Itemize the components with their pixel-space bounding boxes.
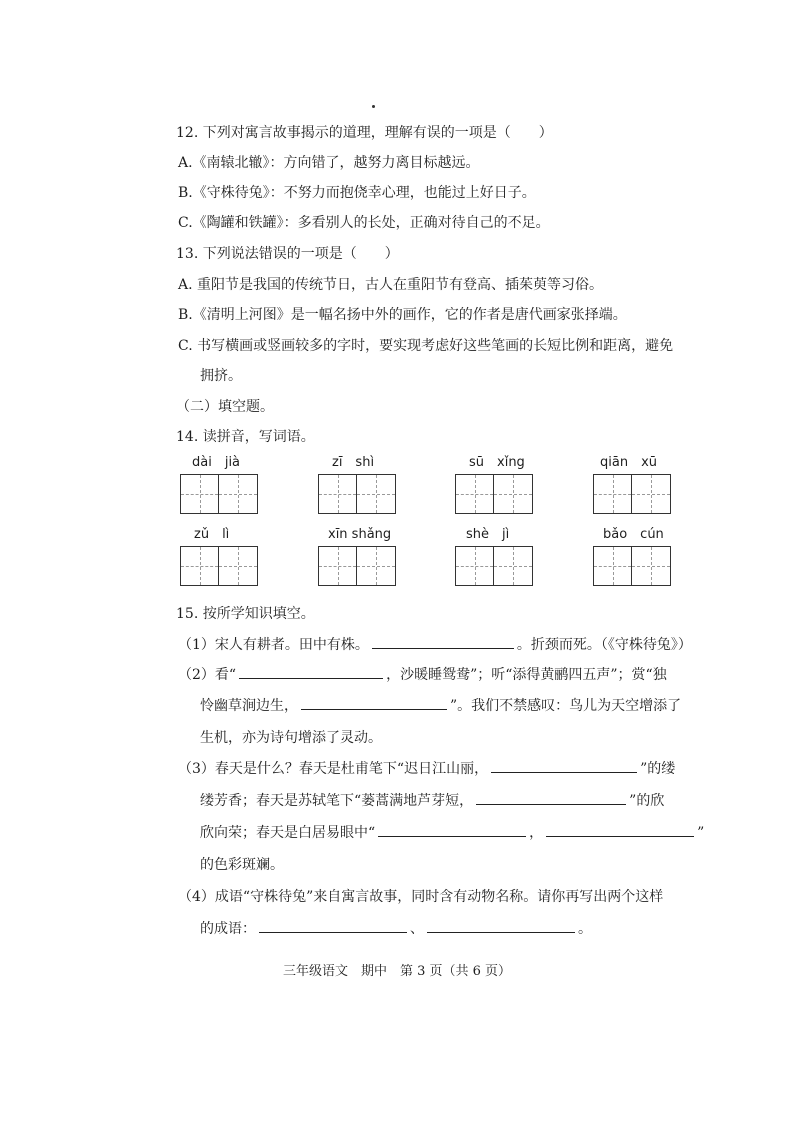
answer-blank[interactable] [476, 792, 626, 805]
q15-part4-line2 [200, 920, 592, 938]
q15-part3-line1 [178, 760, 675, 778]
answer-blank[interactable] [427, 920, 575, 933]
q15-part4-text-d: 。 [578, 921, 592, 937]
answer-blank[interactable] [372, 636, 514, 649]
q15-part3-text-g: ” [697, 825, 705, 841]
q13-stem: 13. 下列说法错误的一项是（ ） [176, 246, 399, 262]
q15-stem: 15. 按所学知识填空。 [176, 606, 315, 622]
q12-option-c: C.《陶罐和铁罐》：多看别人的长处，正确对待自己的不足。 [178, 215, 550, 231]
q13-option-b: B.《清明上河图》是一幅名扬中外的画作，它的作者是唐代画家张择端。 [178, 307, 627, 323]
answer-blank[interactable] [546, 824, 694, 837]
q15-part1-text-b: 。折颈而死。（《守株待兔》） [516, 637, 692, 653]
scan-speck [372, 105, 375, 108]
q15-part4-text-b: 的成语： [200, 921, 256, 937]
q15-part3-text-d: ”的欣 [629, 793, 665, 809]
q12-stem: 12. 下列对寓言故事揭示的道理，理解有误的一项是（ ） [176, 125, 553, 141]
q15-part3-text-f: ， [529, 825, 544, 841]
q15-part2-line2 [200, 697, 681, 715]
answer-blank[interactable] [239, 666, 383, 679]
writing-box[interactable] [455, 474, 533, 514]
q15-part4-text-c: 、 [410, 921, 424, 937]
q15-part1-text-a: （1）宋人有耕者。田中有株。 [178, 637, 369, 653]
section-fill-in-title: （二）填空题。 [176, 399, 274, 415]
pinyin-label: zī shì [332, 455, 375, 470]
q15-part3-text-b: ”的缕 [640, 761, 676, 777]
writing-box[interactable] [593, 474, 671, 514]
page-footer: 三年级语文 期中 第 3 页（共 6 页） [282, 964, 512, 979]
q13-option-c-cont: 拥挤。 [200, 368, 242, 384]
writing-box[interactable] [593, 546, 671, 586]
q15-part4-line1: （4）成语“守株待兔”来自寓言故事，同时含有动物名称。请你再写出两个这样 [178, 889, 664, 905]
q15-part2-text-a: （2）看“ [178, 667, 237, 683]
pinyin-label: xīn shǎng [328, 527, 392, 542]
q15-part3-text-c: 缕芳香；春天是苏轼笔下“蒌蒿满地芦芽短， [200, 793, 474, 809]
q15-part3-text-a: （3）春天是什么？春天是杜甫笔下“迟日江山丽， [178, 761, 489, 777]
pinyin-label: shè jì [466, 527, 510, 542]
q14-stem: 14. 读拼音，写词语。 [176, 429, 315, 445]
answer-blank[interactable] [301, 697, 447, 710]
q15-part3-line4: 的色彩斑斓。 [200, 857, 284, 873]
q15-part3-text-e: 欣向荣；春天是白居易眼中“ [200, 825, 376, 841]
q15-part2-text-b: ，沙暖睡鸳鸯”；听“添得黄鹂四五声”；赏“独 [386, 667, 667, 683]
answer-blank[interactable] [378, 824, 526, 837]
q15-part2-line3: 生机，亦为诗句增添了灵动。 [200, 730, 382, 746]
writing-box[interactable] [318, 474, 396, 514]
q15-part3-line3 [200, 824, 704, 842]
writing-box[interactable] [455, 546, 533, 586]
q15-part2-text-d: ”。我们不禁感叹：鸟儿为天空增添了 [450, 698, 682, 714]
writing-box[interactable] [180, 546, 258, 586]
q15-part3-line2 [200, 792, 664, 810]
q13-option-c: C. 书写横画或竖画较多的字时，要实现考虑好这些笔画的长短比例和距离，避免 [178, 338, 674, 354]
pinyin-label: bǎo cún [603, 527, 664, 542]
q13-option-a: A. 重阳节是我国的传统节日，古人在重阳节有登高、插茱萸等习俗。 [178, 277, 604, 293]
q12-option-a: A.《南辕北辙》：方向错了，越努力离目标越远。 [178, 155, 480, 171]
answer-blank[interactable] [259, 920, 407, 933]
q15-part2-line1 [178, 666, 667, 684]
q15-part1 [178, 636, 692, 654]
pinyin-label: zǔ lì [194, 527, 230, 542]
pinyin-label: sū xǐng [469, 455, 525, 470]
answer-blank[interactable] [491, 760, 637, 773]
writing-box[interactable] [180, 474, 258, 514]
writing-box[interactable] [318, 546, 396, 586]
q12-option-b: B.《守株待兔》：不努力而抱侥幸心理，也能过上好日子。 [178, 185, 536, 201]
pinyin-label: qiān xū [600, 455, 658, 470]
q15-part2-text-c: 怜幽草涧边生， [200, 698, 298, 714]
pinyin-label: dài jià [192, 455, 241, 470]
